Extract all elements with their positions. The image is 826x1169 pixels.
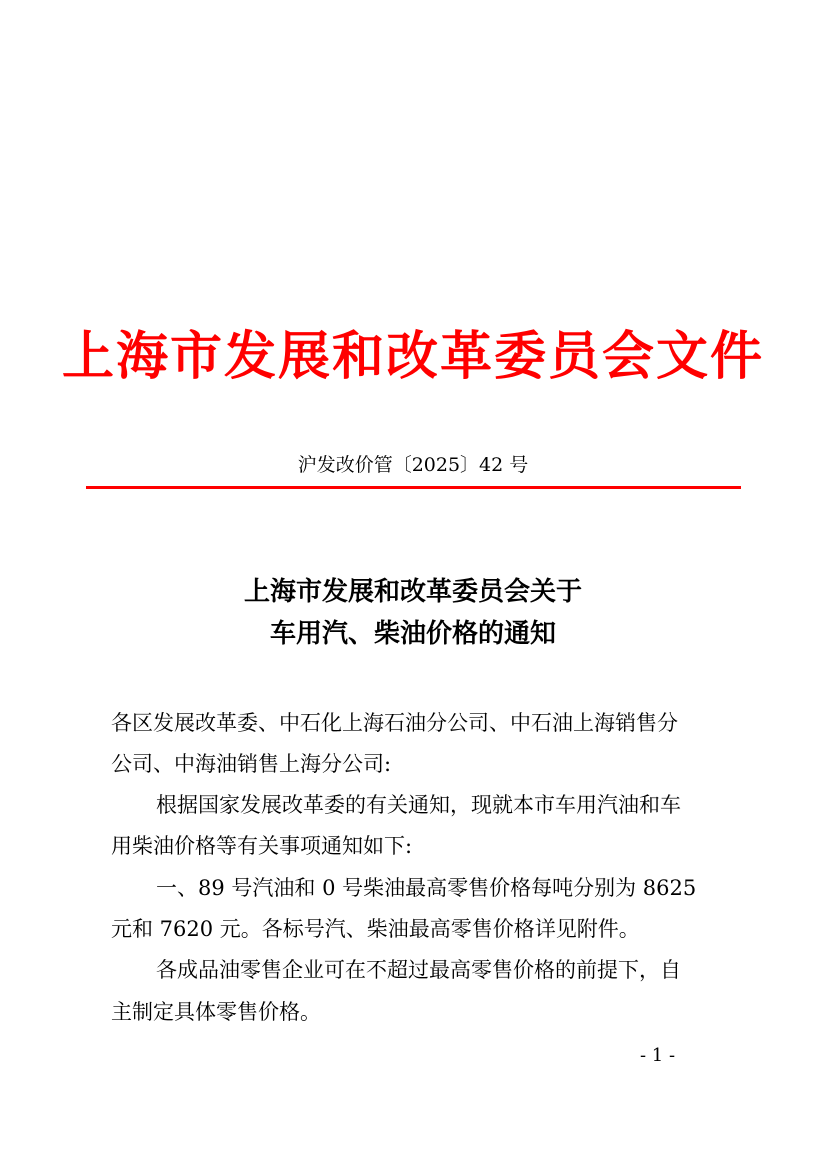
body-line: 各区发展改革委、中石化上海石油分公司、中石油上海销售分 <box>111 711 678 735</box>
body-line: 公司、中海油销售上海分公司: <box>111 752 392 776</box>
body-line: 根据国家发展改革委的有关通知，现就本市车用汽油和车 <box>156 793 681 817</box>
masthead-title: 上海市发展和改革委员会文件 <box>61 326 764 387</box>
body-line: 主制定具体零售价格。 <box>111 1000 321 1024</box>
page-number: - 1 - <box>640 1045 676 1066</box>
notice-title-line-2: 车用汽、柴油价格的通知 <box>269 619 556 649</box>
body-line: 一、89 号汽油和 0 号柴油最高零售价格每吨分别为 8625 <box>156 876 697 900</box>
document-number: 沪发改价管〔2025〕42 号 <box>297 454 529 476</box>
body-line: 元和 7620 元。各标号汽、柴油最高零售价格详见附件。 <box>111 917 640 941</box>
red-divider-line <box>86 486 741 489</box>
notice-title-line-1: 上海市发展和改革委员会关于 <box>243 577 582 607</box>
body-line: 各成品油零售企业可在不超过最高零售价格的前提下，自 <box>156 958 681 982</box>
body-line: 用柴油价格等有关事项通知如下: <box>111 834 413 858</box>
